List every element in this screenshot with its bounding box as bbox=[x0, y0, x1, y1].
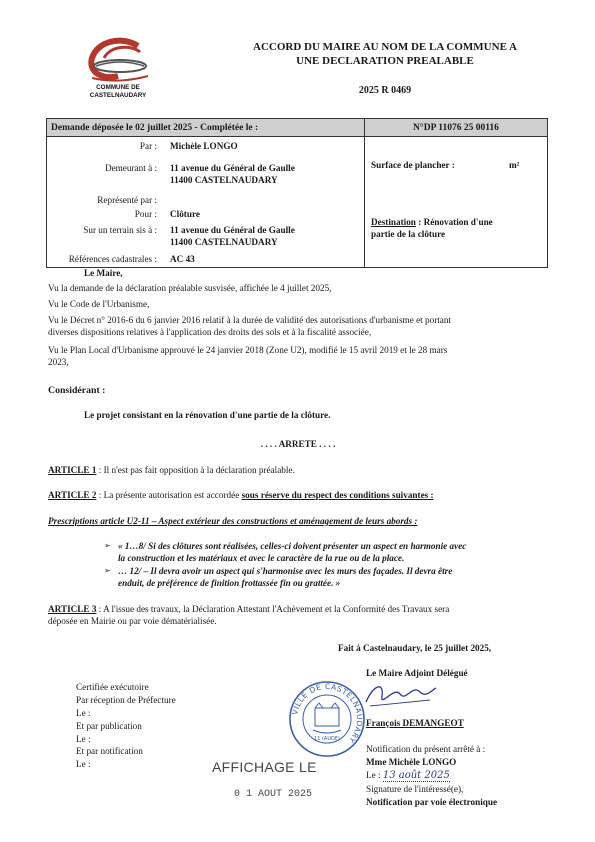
projet-description: Le projet consistant en la rénovation d'une partie de la clôture. bbox=[84, 410, 331, 420]
notification-block: Notification du présent arrêté à : Mme Michèle LONGO Le : 13 août 2025 Signature de l'intéressé(e), Notification par voie électronique bbox=[366, 744, 498, 807]
bullet-arrow-icon: ➢ bbox=[104, 541, 111, 550]
handwritten-signature bbox=[360, 676, 440, 712]
logo-caption: COMMUNE DE CASTELNAUDARY bbox=[89, 84, 147, 99]
par-value: Michèle LONGO bbox=[170, 141, 238, 151]
pour-value: Clôture bbox=[170, 209, 200, 219]
vu-decret: Vu le Décret n° 2016-6 du 6 janvier 2016 relatif à la durée de validité des autorisations d'urbanisme et portant diverses dispositions relatives à l'application des droits des sols et à la fiscalité associée, bbox=[48, 315, 452, 337]
vu-plu: Vu le Plan Local d'Urbanisme approuvé le 24 janvier 2018 (Zone U2), modifié le 15 avril 2019 et le 28 mars 2023, bbox=[48, 345, 448, 367]
signatory-role: Le Maire Adjoint Délégué bbox=[366, 668, 468, 678]
le-maire: Le Maire, bbox=[84, 268, 123, 278]
vu-demande: Vu la demande de la déclaration préalable susvisée, affichée le 4 juillet 2025, bbox=[48, 283, 332, 293]
svg-text:11 (AUDE): 11 (AUDE) bbox=[314, 736, 340, 742]
svg-text:VILLE DE CASTELNAUDARY: VILLE DE CASTELNAUDARY bbox=[290, 681, 365, 745]
handwritten-date: 13 août 2025 bbox=[382, 769, 450, 781]
prescriptions: Prescriptions article U2-11 – Aspect extérieur des constructions et aménagement de leurs abords : bbox=[48, 516, 418, 526]
surface-label: Surface de plancher : bbox=[371, 160, 455, 170]
bullet-arrow-icon: ➢ bbox=[104, 566, 111, 575]
article-3: ARTICLE 3 : A l'issue des travaux, la Déclaration Attestant l'Achèvement et la Conformité des Travaux sera déposée en Mairie ou par voie dématérialisée. bbox=[48, 604, 450, 626]
town-seal-stamp bbox=[288, 680, 366, 758]
signatory-name: François DEMANGEOT bbox=[366, 718, 464, 728]
surface-unit: m² bbox=[509, 160, 520, 170]
represente-label: Représenté par : bbox=[97, 195, 157, 205]
terrain-label: Sur un terrain sis à : bbox=[83, 225, 157, 235]
deposit-date: Demande déposée le 02 juillet 2025 - Complétée le : bbox=[51, 123, 259, 133]
prescription-2: … 12/ – Il devra avoir un aspect qui s'harmonise avec les murs des façades. Il devra être enduit, de préférence de finition frottassée fin ou grattée. » bbox=[118, 566, 453, 588]
certification-block: Certifiée exécutoire Par réception de Préfecture Le : Et par publication Le : Et par notification Le : bbox=[76, 682, 176, 770]
dp-number: N°DP 11076 25 00116 bbox=[413, 123, 499, 133]
par-label: Par : bbox=[139, 141, 157, 151]
cadastre-value: AC 43 bbox=[170, 254, 195, 264]
arrete: . . . . ARRETE . . . . bbox=[260, 439, 336, 449]
affichage-date: 0 1 AOUT 2025 bbox=[234, 789, 313, 800]
demeurant-value: 11 avenue du Général de Gaulle 11400 CASTELNAUDARY bbox=[170, 163, 295, 185]
vu-code: Vu le Code de l'Urbanisme, bbox=[48, 299, 150, 309]
cadastre-label: Références cadastrales : bbox=[68, 254, 157, 264]
request-info-table bbox=[46, 118, 548, 268]
pour-label: Pour : bbox=[134, 209, 157, 219]
prescription-1: « 1…8/ Si des clôtures sont réalisées, celles-ci doivent présenter un aspect en harmonie avec la construction et les matériaux et avec le caractère de la rue ou de la place. bbox=[118, 541, 467, 563]
article-2: ARTICLE 2 : La présente autorisation est accordée sous réserve du respect des conditions suivantes : bbox=[48, 490, 434, 500]
destination: Destination : Rénovation d'une partie de la clôture bbox=[371, 217, 493, 239]
document-reference: 2025 R 0469 bbox=[358, 85, 412, 96]
considerant: Considérant : bbox=[48, 385, 106, 396]
demeurant-label: Demeurant à : bbox=[104, 163, 157, 173]
fait-a: Fait à Castelnaudary, le 25 juillet 2025, bbox=[338, 643, 492, 653]
article-1: ARTICLE 1 : Il n'est pas fait opposition à la déclaration préalable. bbox=[48, 465, 295, 475]
affichage-label: AFFICHAGE LE bbox=[212, 759, 317, 775]
terrain-value: 11 avenue du Général de Gaulle 11400 CASTELNAUDARY bbox=[170, 225, 295, 247]
document-title: ACCORD DU MAIRE AU NOM DE LA COMMUNE A UNE DECLARATION PREALABLE bbox=[253, 41, 517, 68]
